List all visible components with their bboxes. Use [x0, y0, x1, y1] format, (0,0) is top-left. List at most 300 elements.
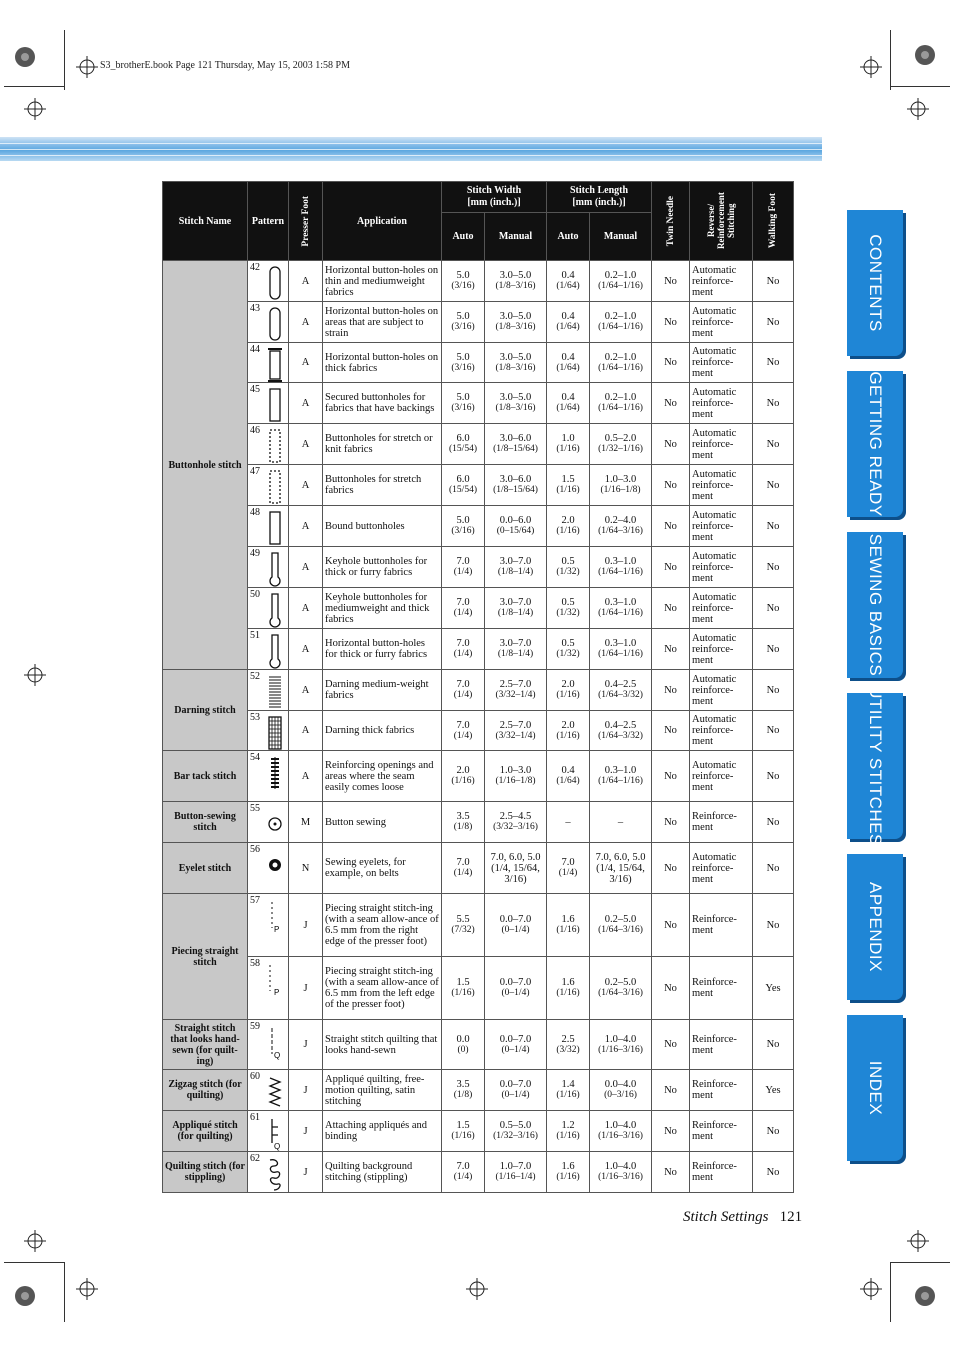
- table-row: [163, 1111, 794, 1152]
- width-auto: 7.0 (1/4): [442, 670, 485, 711]
- width-manual: 3.0–6.0 (1/8–15/64): [485, 465, 547, 506]
- width-manual: 3.0–5.0 (1/8–3/16): [485, 302, 547, 343]
- stitch-pattern-icon: [268, 510, 282, 542]
- length-manual: 0.0–4.0 (0–3/16): [590, 1070, 652, 1111]
- presser-foot: A: [289, 751, 323, 802]
- length-auto: 0.4 (1/64): [547, 302, 590, 343]
- twin-needle: No: [652, 547, 690, 588]
- table-row: [163, 1152, 794, 1193]
- application: Appliqué quilting, free-motion quilting, satin stitching: [323, 1070, 442, 1111]
- pattern-cell: [248, 383, 289, 424]
- stitch-pattern-icon: [268, 1115, 282, 1151]
- twin-needle: No: [652, 424, 690, 465]
- length-manual: 0.2–5.0 (1/64–3/16): [590, 957, 652, 1020]
- stitch-pattern-icon: [268, 715, 282, 746]
- width-manual: 0.0–7.0 (0–1/4): [485, 1020, 547, 1070]
- pattern-number: 49: [250, 548, 260, 559]
- width-auto: 1.5 (1/16): [442, 957, 485, 1020]
- walking-foot: No: [753, 802, 794, 843]
- twin-needle: No: [652, 1070, 690, 1111]
- pattern-cell: [248, 261, 289, 302]
- presser-foot: J: [289, 1152, 323, 1193]
- length-auto: 1.4 (1/16): [547, 1070, 590, 1111]
- registration-mark-icon: [860, 56, 882, 78]
- width-manual: 0.0–6.0 (0–15/64): [485, 506, 547, 547]
- twin-needle: No: [652, 894, 690, 957]
- table-row: [163, 261, 794, 302]
- length-auto: 7.0 (1/4): [547, 843, 590, 894]
- stitch-name: Quilting stitch (for stippling): [163, 1152, 248, 1193]
- presser-foot: A: [289, 261, 323, 302]
- pattern-number: 42: [250, 262, 260, 273]
- stitch-pattern-icon: [268, 1156, 282, 1188]
- tab-contents[interactable]: CONTENTS: [847, 210, 903, 356]
- length-manual: 0.2–5.0 (1/64–3/16): [590, 894, 652, 957]
- pattern-number: 46: [250, 425, 260, 436]
- width-manual: 0.0–7.0 (0–1/4): [485, 957, 547, 1020]
- col-reverse: Reverse/ Reinforcement Stitching: [690, 182, 753, 261]
- width-manual: 3.0–5.0 (1/8–3/16): [485, 343, 547, 383]
- twin-needle: No: [652, 588, 690, 629]
- walking-foot: No: [753, 343, 794, 383]
- pattern-cell: [248, 629, 289, 670]
- twin-needle: No: [652, 1152, 690, 1193]
- registration-mark-icon: [24, 98, 46, 120]
- table-row: [163, 802, 794, 843]
- registration-mark-icon: [907, 98, 929, 120]
- width-manual: 0.5–5.0 (1/32–3/16): [485, 1111, 547, 1152]
- tab-sewing-basics[interactable]: SEWING BASICS: [847, 532, 903, 678]
- stitch-pattern-icon: [268, 1024, 282, 1065]
- stitch-name: Button-sewing stitch: [163, 802, 248, 843]
- registration-mark-icon: [914, 44, 936, 66]
- walking-foot: No: [753, 843, 794, 894]
- application: Sewing eyelets, for example, on belts: [323, 843, 442, 894]
- col-application: Application: [323, 182, 442, 261]
- table-row: [163, 343, 794, 383]
- pattern-number: 52: [250, 671, 260, 682]
- stitch-name: Appliqué stitch (for quilting): [163, 1111, 248, 1152]
- walking-foot: No: [753, 506, 794, 547]
- tab-getting-ready[interactable]: GETTING READY: [847, 371, 903, 517]
- registration-mark-icon: [14, 1285, 36, 1307]
- pattern-number: 57: [250, 895, 260, 906]
- length-manual: –: [590, 802, 652, 843]
- crop-mark: [890, 30, 891, 90]
- application: Quilting background stitching (stippling): [323, 1152, 442, 1193]
- application: Keyhole buttonholes for mediumweight and thick fabrics: [323, 588, 442, 629]
- reverse-reinforcement: Reinforce-ment: [690, 802, 753, 843]
- length-auto: 1.5 (1/16): [547, 465, 590, 506]
- pattern-number: 58: [250, 958, 260, 969]
- table-row: [163, 629, 794, 670]
- stitch-name: Eyelet stitch: [163, 843, 248, 894]
- registration-mark-icon: [914, 1285, 936, 1307]
- length-manual: 1.0–4.0 (1/16–3/16): [590, 1152, 652, 1193]
- svg-text:P: P: [274, 925, 280, 934]
- application: Horizontal button-holes on thick fabrics: [323, 343, 442, 383]
- crop-mark: [4, 86, 64, 87]
- table-row: [163, 547, 794, 588]
- pattern-number: 47: [250, 466, 260, 477]
- twin-needle: No: [652, 711, 690, 751]
- walking-foot: No: [753, 711, 794, 751]
- length-auto: 1.6 (1/16): [547, 1152, 590, 1193]
- col-length-auto: Auto: [547, 213, 590, 261]
- pattern-number: 53: [250, 712, 260, 723]
- crop-mark: [64, 30, 65, 90]
- crop-mark: [890, 86, 950, 87]
- width-auto: 3.5 (1/8): [442, 1070, 485, 1111]
- length-manual: 7.0, 6.0, 5.0 (1/4, 15/64, 3/16): [590, 843, 652, 894]
- file-header-line: S3_brotherE.book Page 121 Thursday, May 15, 2003 1:58 PM: [100, 60, 350, 71]
- col-stitch-width: Stitch Width [mm (inch.)]: [442, 182, 547, 213]
- width-auto: 7.0 (1/4): [442, 547, 485, 588]
- registration-mark-icon: [24, 664, 46, 686]
- width-auto: 7.0 (1/4): [442, 843, 485, 894]
- table-row: [163, 588, 794, 629]
- presser-foot: N: [289, 843, 323, 894]
- walking-foot: No: [753, 424, 794, 465]
- width-auto: 2.0 (1/16): [442, 751, 485, 802]
- application: Attaching appliqués and binding: [323, 1111, 442, 1152]
- length-auto: 0.4 (1/64): [547, 343, 590, 383]
- pattern-cell: [248, 1152, 289, 1193]
- width-manual: 3.0–7.0 (1/8–1/4): [485, 547, 547, 588]
- pattern-number: 43: [250, 303, 260, 314]
- pattern-cell: [248, 506, 289, 547]
- reverse-reinforcement: Automatic reinforce-ment: [690, 383, 753, 424]
- pattern-number: 55: [250, 803, 260, 814]
- stitch-pattern-icon: [268, 1074, 282, 1106]
- width-manual: 2.5–4.5 (3/32–3/16): [485, 802, 547, 843]
- presser-foot: A: [289, 711, 323, 751]
- col-stitch-length: Stitch Length [mm (inch.)]: [547, 182, 652, 213]
- application: Horizontal button-holes on thin and mediumweight fabrics: [323, 261, 442, 302]
- presser-foot: A: [289, 588, 323, 629]
- table-row: [163, 302, 794, 343]
- pattern-cell: [248, 343, 289, 383]
- tab-utility-stitches[interactable]: UTILITY STITCHES: [847, 693, 903, 839]
- presser-foot: A: [289, 670, 323, 711]
- reverse-reinforcement: Automatic reinforce-ment: [690, 302, 753, 343]
- tab-appendix[interactable]: APPENDIX: [847, 854, 903, 1000]
- reverse-reinforcement: Automatic reinforce-ment: [690, 629, 753, 670]
- application: Keyhole buttonholes for thick or furry fabrics: [323, 547, 442, 588]
- walking-foot: No: [753, 1152, 794, 1193]
- presser-foot: A: [289, 465, 323, 506]
- col-width-manual: Manual: [485, 213, 547, 261]
- registration-mark-icon: [24, 1230, 46, 1252]
- pattern-number: 45: [250, 384, 260, 395]
- length-manual: 1.0–4.0 (1/16–3/16): [590, 1111, 652, 1152]
- walking-foot: No: [753, 1020, 794, 1070]
- page-number: 121: [779, 1209, 803, 1225]
- registration-mark-icon: [907, 1230, 929, 1252]
- twin-needle: No: [652, 751, 690, 802]
- pattern-cell: [248, 1020, 289, 1070]
- pattern-number: 54: [250, 752, 260, 763]
- walking-foot: No: [753, 894, 794, 957]
- width-auto: 7.0 (1/4): [442, 629, 485, 670]
- reverse-reinforcement: Reinforce-ment: [690, 894, 753, 957]
- pattern-number: 60: [250, 1071, 260, 1082]
- col-width-auto: Auto: [442, 213, 485, 261]
- presser-foot: A: [289, 343, 323, 383]
- width-auto: 5.0 (3/16): [442, 302, 485, 343]
- registration-mark-icon: [860, 1278, 882, 1300]
- length-auto: 1.6 (1/16): [547, 957, 590, 1020]
- stitch-name: Bar tack stitch: [163, 751, 248, 802]
- application: Piecing straight stitch-ing (with a seam allow-ance of 6.5 mm from the right edge of the presser foot): [323, 894, 442, 957]
- table-row: [163, 894, 794, 957]
- twin-needle: No: [652, 957, 690, 1020]
- stitch-settings-table: [162, 181, 794, 1193]
- width-auto: 7.0 (1/4): [442, 711, 485, 751]
- svg-text:Q: Q: [274, 1051, 281, 1060]
- length-auto: 1.0 (1/16): [547, 424, 590, 465]
- length-auto: 2.5 (3/32): [547, 1020, 590, 1070]
- col-pattern: Pattern: [248, 182, 289, 261]
- walking-foot: Yes: [753, 1070, 794, 1111]
- width-auto: 5.0 (3/16): [442, 383, 485, 424]
- application: Buttonholes for stretch or knit fabrics: [323, 424, 442, 465]
- reverse-reinforcement: Reinforce-ment: [690, 957, 753, 1020]
- walking-foot: No: [753, 302, 794, 343]
- col-stitch-name: Stitch Name: [163, 182, 248, 261]
- table-row: [163, 506, 794, 547]
- reverse-reinforcement: Automatic reinforce-ment: [690, 588, 753, 629]
- application: Piecing straight stitch-ing (with a seam allow-ance of 6.5 mm from the left edge of the presser foot): [323, 957, 442, 1020]
- stitch-pattern-icon: [268, 674, 282, 706]
- length-auto: 2.0 (1/16): [547, 670, 590, 711]
- walking-foot: No: [753, 588, 794, 629]
- tab-index[interactable]: INDEX: [847, 1015, 903, 1161]
- twin-needle: No: [652, 261, 690, 302]
- reverse-reinforcement: Automatic reinforce-ment: [690, 424, 753, 465]
- reverse-reinforcement: Automatic reinforce-ment: [690, 751, 753, 802]
- twin-needle: No: [652, 843, 690, 894]
- pattern-cell: [248, 1070, 289, 1111]
- presser-foot: J: [289, 1111, 323, 1152]
- length-manual: 0.2–1.0 (1/64–1/16): [590, 343, 652, 383]
- walking-foot: No: [753, 670, 794, 711]
- application: Darning thick fabrics: [323, 711, 442, 751]
- pattern-number: 56: [250, 844, 260, 855]
- header-band: [0, 137, 822, 161]
- length-auto: 0.4 (1/64): [547, 383, 590, 424]
- reverse-reinforcement: Automatic reinforce-ment: [690, 670, 753, 711]
- pattern-number: 48: [250, 507, 260, 518]
- stitch-pattern-icon: [268, 469, 282, 501]
- length-manual: 0.3–1.0 (1/64–1/16): [590, 588, 652, 629]
- reverse-reinforcement: Reinforce-ment: [690, 1152, 753, 1193]
- length-auto: 0.4 (1/64): [547, 261, 590, 302]
- width-manual: 3.0–6.0 (1/8–15/64): [485, 424, 547, 465]
- registration-mark-icon: [76, 1278, 98, 1300]
- registration-mark-icon: [14, 46, 36, 68]
- table-row: [163, 957, 794, 1020]
- table-row: [163, 751, 794, 802]
- pattern-cell: [248, 957, 289, 1020]
- table-row: [163, 465, 794, 506]
- footer-title: Stitch Settings: [683, 1209, 769, 1225]
- crop-mark: [890, 1262, 950, 1263]
- presser-foot: J: [289, 1020, 323, 1070]
- reverse-reinforcement: Automatic reinforce-ment: [690, 506, 753, 547]
- pattern-cell: [248, 547, 289, 588]
- length-manual: 1.0–4.0 (1/16–3/16): [590, 1020, 652, 1070]
- reverse-reinforcement: Reinforce-ment: [690, 1111, 753, 1152]
- stitch-pattern-icon: [268, 347, 282, 378]
- registration-mark-icon: [76, 56, 98, 78]
- walking-foot: No: [753, 1111, 794, 1152]
- presser-foot: A: [289, 383, 323, 424]
- length-auto: 0.5 (1/32): [547, 588, 590, 629]
- length-manual: 0.5–2.0 (1/32–1/16): [590, 424, 652, 465]
- twin-needle: No: [652, 1020, 690, 1070]
- stitch-name: Straight stitch that looks hand-sewn (for quilt-ing): [163, 1020, 248, 1070]
- length-auto: 1.2 (1/16): [547, 1111, 590, 1152]
- svg-text:Q: Q: [274, 1142, 281, 1151]
- length-manual: 0.4–2.5 (1/64–3/32): [590, 711, 652, 751]
- pattern-cell: [248, 670, 289, 711]
- length-auto: 0.5 (1/32): [547, 547, 590, 588]
- length-manual: 0.2–1.0 (1/64–1/16): [590, 383, 652, 424]
- presser-foot: M: [289, 802, 323, 843]
- stitch-pattern-icon: [268, 961, 282, 1015]
- walking-foot: No: [753, 547, 794, 588]
- reverse-reinforcement: Automatic reinforce-ment: [690, 465, 753, 506]
- application: Bound buttonholes: [323, 506, 442, 547]
- width-auto: 6.0 (15/54): [442, 465, 485, 506]
- width-auto: 5.0 (3/16): [442, 261, 485, 302]
- width-auto: 7.0 (1/4): [442, 1152, 485, 1193]
- crop-mark: [4, 1262, 64, 1263]
- pattern-number: 50: [250, 589, 260, 600]
- stitch-pattern-icon: [268, 633, 282, 665]
- width-auto: 5.5 (7/32): [442, 894, 485, 957]
- stitch-pattern-icon: [268, 755, 282, 797]
- table-row: [163, 383, 794, 424]
- presser-foot: J: [289, 1070, 323, 1111]
- width-auto: 5.0 (3/16): [442, 343, 485, 383]
- length-manual: 0.3–1.0 (1/64–1/16): [590, 629, 652, 670]
- twin-needle: No: [652, 1111, 690, 1152]
- length-auto: 0.5 (1/32): [547, 629, 590, 670]
- length-manual: 0.2–1.0 (1/64–1/16): [590, 261, 652, 302]
- col-length-manual: Manual: [590, 213, 652, 261]
- length-manual: 0.2–4.0 (1/64–3/16): [590, 506, 652, 547]
- pattern-cell: [248, 751, 289, 802]
- pattern-number: 62: [250, 1153, 260, 1164]
- presser-foot: A: [289, 302, 323, 343]
- application: Horizontal button-holes for thick or furry fabrics: [323, 629, 442, 670]
- width-manual: 7.0, 6.0, 5.0 (1/4, 15/64, 3/16): [485, 843, 547, 894]
- width-manual: 2.5–7.0 (3/32–1/4): [485, 711, 547, 751]
- reverse-reinforcement: Automatic reinforce-ment: [690, 711, 753, 751]
- pattern-cell: [248, 1111, 289, 1152]
- pattern-cell: [248, 424, 289, 465]
- walking-foot: No: [753, 629, 794, 670]
- pattern-number: 59: [250, 1021, 260, 1032]
- twin-needle: No: [652, 465, 690, 506]
- length-auto: –: [547, 802, 590, 843]
- registration-mark-icon: [466, 1278, 488, 1300]
- application: Darning medium-weight fabrics: [323, 670, 442, 711]
- width-manual: 3.0–5.0 (1/8–3/16): [485, 383, 547, 424]
- length-manual: 0.3–1.0 (1/64–1/16): [590, 751, 652, 802]
- stitch-name: Piecing straight stitch: [163, 894, 248, 1020]
- presser-foot: J: [289, 894, 323, 957]
- presser-foot: A: [289, 424, 323, 465]
- crop-mark: [64, 1262, 65, 1322]
- width-manual: 2.5–7.0 (3/32–1/4): [485, 670, 547, 711]
- pattern-number: 61: [250, 1112, 260, 1123]
- width-manual: 1.0–7.0 (1/16–1/4): [485, 1152, 547, 1193]
- twin-needle: No: [652, 343, 690, 383]
- width-manual: 1.0–3.0 (1/16–1/8): [485, 751, 547, 802]
- stitch-pattern-icon: [268, 847, 282, 889]
- twin-needle: No: [652, 383, 690, 424]
- pattern-number: 51: [250, 630, 260, 641]
- table-row: [163, 670, 794, 711]
- walking-foot: No: [753, 751, 794, 802]
- width-auto: 5.0 (3/16): [442, 506, 485, 547]
- width-auto: 1.5 (1/16): [442, 1111, 485, 1152]
- reverse-reinforcement: Automatic reinforce-ment: [690, 343, 753, 383]
- pattern-cell: [248, 802, 289, 843]
- reverse-reinforcement: Automatic reinforce-ment: [690, 843, 753, 894]
- reverse-reinforcement: Automatic reinforce-ment: [690, 547, 753, 588]
- presser-foot: A: [289, 629, 323, 670]
- table-row: [163, 424, 794, 465]
- presser-foot: A: [289, 547, 323, 588]
- application: Button sewing: [323, 802, 442, 843]
- application: Secured buttonholes for fabrics that have backings: [323, 383, 442, 424]
- reverse-reinforcement: Automatic reinforce-ment: [690, 261, 753, 302]
- walking-foot: No: [753, 383, 794, 424]
- length-auto: 2.0 (1/16): [547, 711, 590, 751]
- width-manual: 3.0–7.0 (1/8–1/4): [485, 588, 547, 629]
- length-auto: 1.6 (1/16): [547, 894, 590, 957]
- presser-foot: A: [289, 506, 323, 547]
- pattern-cell: [248, 894, 289, 957]
- stitch-name: Buttonhole stitch: [163, 261, 248, 670]
- twin-needle: No: [652, 670, 690, 711]
- stitch-pattern-icon: [268, 306, 282, 338]
- stitch-name: Zigzag stitch (for quilting): [163, 1070, 248, 1111]
- table-row: [163, 1070, 794, 1111]
- crop-mark: [890, 1262, 891, 1322]
- svg-text:P: P: [274, 988, 280, 997]
- width-auto: 3.5 (1/8): [442, 802, 485, 843]
- width-manual: 3.0–5.0 (1/8–3/16): [485, 261, 547, 302]
- twin-needle: No: [652, 629, 690, 670]
- page-footer: [683, 1209, 802, 1226]
- application: Horizontal button-holes on areas that are subject to strain: [323, 302, 442, 343]
- stitch-pattern-icon: [268, 387, 282, 419]
- pattern-cell: [248, 465, 289, 506]
- table-row: [163, 711, 794, 751]
- stitch-pattern-icon: [268, 551, 282, 583]
- pattern-cell: [248, 843, 289, 894]
- width-auto: 7.0 (1/4): [442, 588, 485, 629]
- reverse-reinforcement: Reinforce-ment: [690, 1020, 753, 1070]
- width-auto: 6.0 (15/54): [442, 424, 485, 465]
- stitch-pattern-icon: [268, 265, 282, 297]
- length-manual: 1.0–3.0 (1/16–1/8): [590, 465, 652, 506]
